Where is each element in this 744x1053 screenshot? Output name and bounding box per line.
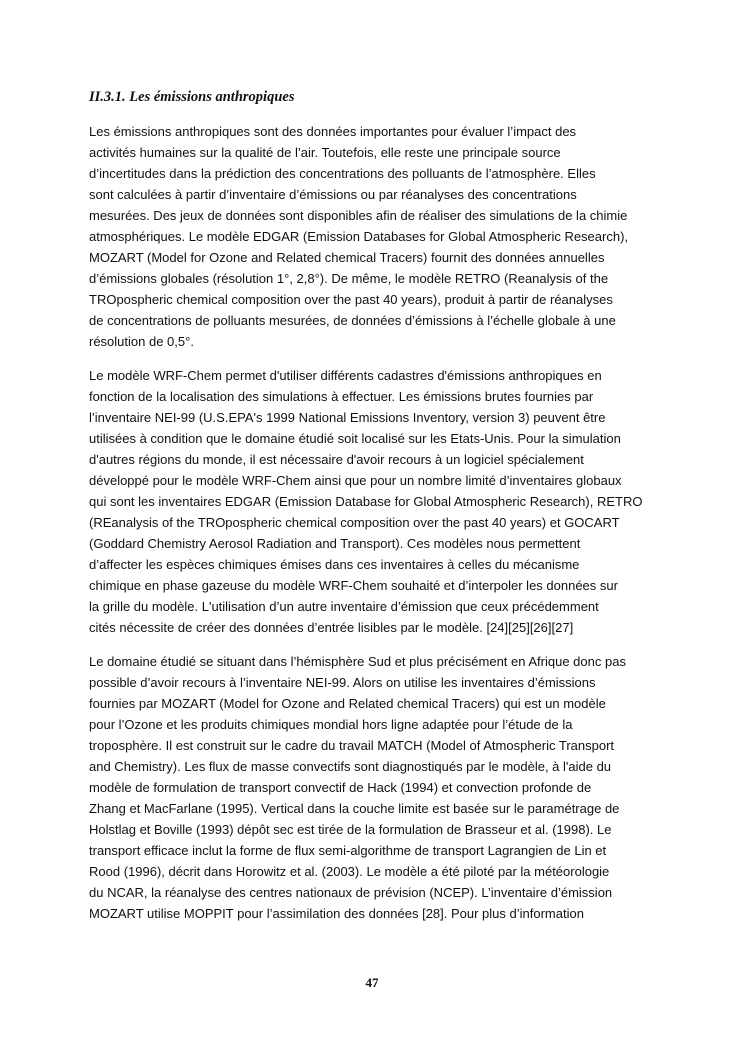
section-heading: II.3.1. Les émissions anthropiques: [89, 89, 295, 105]
text-line: MOZART (Model for Ozone and Related chemical Tracers) fournit des données annuelles: [89, 250, 605, 265]
text-line: qui sont les inventaires EDGAR (Emission Database for Global Atmospheric Research), RETRO: [89, 494, 643, 509]
text-line: d’incertitudes dans la prédiction des concentrations des polluants de l’atmosphère. Elles: [89, 166, 596, 181]
paragraph-1: [89, 121, 628, 352]
text-line: troposphère. Il est construit sur le cadre du travail MATCH (Model of Atmospheric Transport: [89, 738, 615, 753]
text-line: pour l’Ozone et les produits chimiques mondial hors ligne adaptée pour l’étude de la: [89, 717, 573, 732]
text-line: cités nécessite de créer des données d’entrée lisibles par le modèle. [24][25][26][27]: [89, 620, 574, 635]
text-line: Zhang et MacFarlane (1995). Vertical dans la couche limite est basée sur le paramétrage de: [89, 801, 620, 816]
text-line: Les émissions anthropiques sont des données importantes pour évaluer l’impact des: [89, 124, 577, 139]
page-number: 47: [365, 975, 379, 990]
text-line: (Goddard Chemistry Aerosol Radiation and Transport). Ces modèles nous permettent: [89, 536, 581, 551]
text-line: d’émissions globales (résolution 1°, 2,8°). De même, le modèle RETRO (Reanalysis of the: [89, 271, 609, 286]
text-line: chimique en phase gazeuse du modèle WRF-Chem souhaité et d’interpoler les données sur: [89, 578, 618, 593]
text-line: d'autres régions du monde, il est nécessaire d'avoir recours à un logiciel spécialement: [89, 452, 584, 467]
text-line: d’affecter les espèces chimiques émises dans ces inventaires à celles du mécanisme: [89, 557, 580, 572]
text-line: modèle de formulation de transport convectif de Hack (1994) et convection profonde de: [89, 780, 592, 795]
text-line: fonction de la localisation des simulations à effectuer. Les émissions brutes fournies par: [89, 389, 594, 404]
text-line: mesurées. Des jeux de données sont disponibles afin de réaliser des simulations de la chimie: [89, 208, 628, 223]
text-line: TROpospheric chemical composition over the past 40 years), produit à partir de réanalyses: [89, 292, 613, 307]
text-line: l’inventaire NEI-99 (U.S.EPA's 1999 National Emissions Inventory, version 3) peuvent être: [89, 410, 606, 425]
text-line: atmosphériques. Le modèle EDGAR (Emission Databases for Global Atmospheric Research),: [89, 229, 629, 244]
text-line: Le modèle WRF-Chem permet d'utiliser différents cadastres d'émissions anthropiques en: [89, 368, 602, 383]
text-line: résolution de 0,5°.: [89, 334, 194, 349]
text-line: la grille du modèle. L'utilisation d’un autre inventaire d’émission que ceux précédemment: [89, 599, 599, 614]
text-line: utilisées à condition que le domaine étudié soit localisé sur les Etats-Unis. Pour la simulation: [89, 431, 621, 446]
text-line: transport efficace inclut la forme de flux semi-algorithme de transport Lagrangien de Lin et: [89, 843, 607, 858]
text-line: activités humaines sur la qualité de l’air. Toutefois, elle reste une principale source: [89, 145, 561, 160]
text-line: Holstlag et Boville (1993) dépôt sec est tirée de la formulation de Brasseur et al. (1998). Le: [89, 822, 612, 837]
text-line: Le domaine étudié se situant dans l’hémisphère Sud et plus précisément en Afrique donc pas: [89, 654, 626, 669]
text-line: Rood (1996), décrit dans Horowitz et al. (2003). Le modèle a été piloté par la météorologie: [89, 864, 610, 879]
text-line: and Chemistry). Les flux de masse convectifs sont diagnostiqués par le modèle, à l'aide du: [89, 759, 612, 774]
paragraph-3: [89, 651, 626, 924]
text-line: développé pour le modèle WRF-Chem ainsi que pour un nombre limité d’inventaires globaux: [89, 473, 622, 488]
text-line: du NCAR, la réanalyse des centres nationaux de prévision (NCEP). L’inventaire d’émission: [89, 885, 613, 900]
text-line: fournies par MOZART (Model for Ozone and Related chemical Tracers) qui est un modèle: [89, 696, 606, 711]
text-line: sont calculées à partir d’inventaire d’émissions ou par réanalyses des concentrations: [89, 187, 577, 202]
text-line: (REanalysis of the TROpospheric chemical composition over the past 40 years) et GOCART: [89, 515, 620, 530]
text-line: possible d’avoir recours à l’inventaire NEI-99. Alors on utilise les inventaires d’émissions: [89, 675, 596, 690]
text-line: MOZART utilise MOPPIT pour l’assimilation des données [28]. Pour plus d’information: [89, 906, 584, 921]
text-line: de concentrations de polluants mesurées, de données d’émissions à l’échelle globale à une: [89, 313, 616, 328]
paragraph-2: [89, 365, 642, 638]
